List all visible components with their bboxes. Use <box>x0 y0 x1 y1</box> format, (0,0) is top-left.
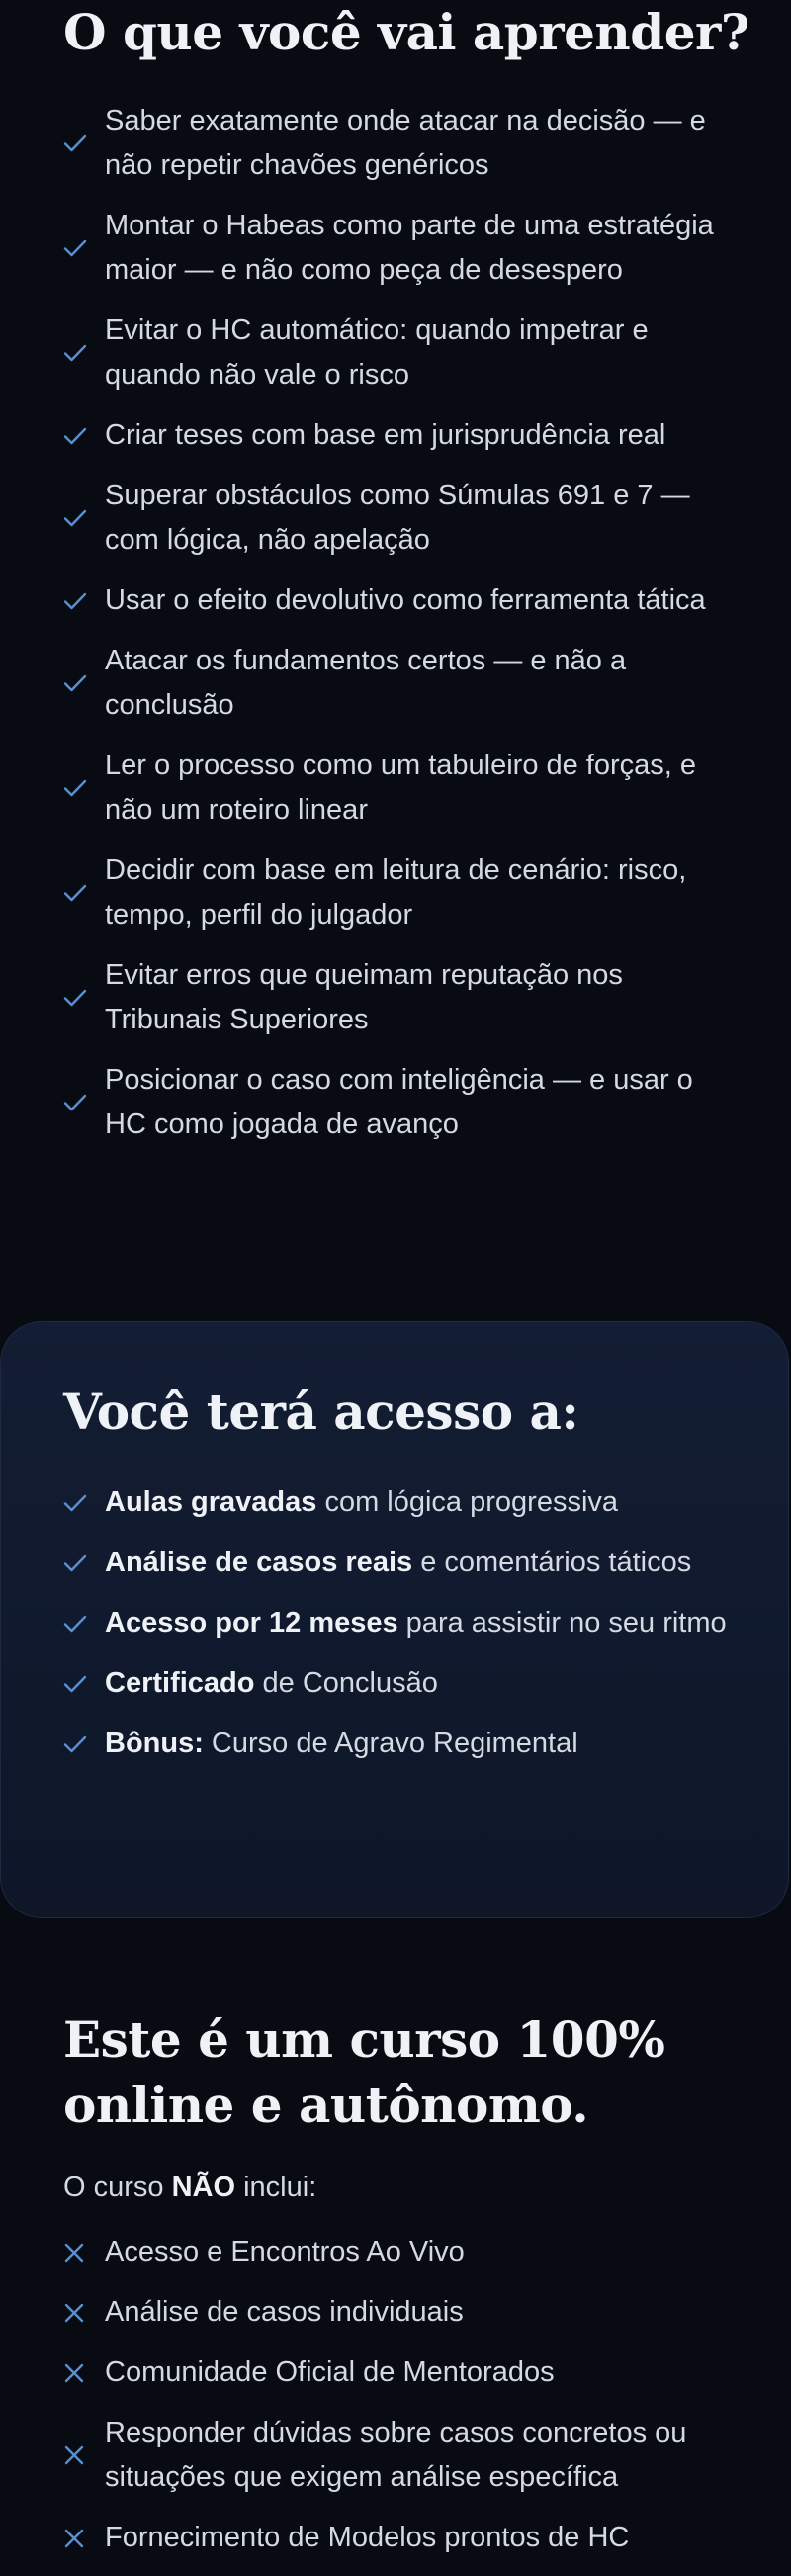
list-item-rest: com lógica progressiva <box>316 1486 619 1518</box>
check-icon <box>63 669 105 697</box>
list-item <box>63 2411 746 2500</box>
list-item <box>63 204 736 293</box>
learn-title: O que você vai aprender? <box>63 3 749 61</box>
check-icon <box>63 1670 105 1698</box>
excluded-list <box>63 2230 746 2576</box>
learn-list <box>63 99 736 1163</box>
check-icon <box>63 504 105 532</box>
list-item-highlight: Bônus: <box>105 1728 204 1759</box>
list-item-highlight: Aulas gravadas <box>105 1486 317 1518</box>
list-item-highlight: Análise de casos reais <box>105 1547 413 1578</box>
list-item <box>63 413 736 458</box>
list-item <box>63 1541 746 1585</box>
list-item <box>63 309 736 398</box>
access-list <box>63 1480 746 1782</box>
check-icon <box>63 339 105 367</box>
list-item <box>63 744 736 833</box>
check-icon <box>63 984 105 1012</box>
online-subtitle-suffix: inclui: <box>235 2172 317 2203</box>
check-icon <box>63 234 105 262</box>
list-item-text: Evitar o HC automático: quando impetrar e quando não vale o risco <box>105 314 649 391</box>
list-item <box>63 578 736 623</box>
check-icon <box>63 879 105 907</box>
list-item <box>63 2230 746 2274</box>
check-icon <box>63 422 105 450</box>
list-item-text <box>105 1601 727 1645</box>
list-item <box>63 2351 746 2395</box>
list-item <box>63 474 736 563</box>
list-item <box>63 1661 746 1706</box>
close-icon <box>63 2359 105 2387</box>
check-icon <box>63 774 105 802</box>
list-item <box>63 2290 746 2335</box>
list-item-text: Ler o processo como um tabuleiro de forças, e não um roteiro linear <box>105 750 697 826</box>
list-item-rest: de Conclusão <box>254 1667 438 1699</box>
online-title: Este é um curso 100% online e autônomo. <box>63 2010 665 2134</box>
list-item-text <box>105 1722 578 1766</box>
list-item-text: Posicionar o caso com inteligência — e usar o HC como jogada de avanço <box>105 1064 693 1140</box>
online-subtitle-prefix: O curso <box>63 2172 172 2203</box>
check-icon <box>63 587 105 615</box>
list-item-rest: para assistir no seu ritmo <box>397 1607 727 1639</box>
list-item-text: Responder dúvidas sobre casos concretos ou situações que exigem análise específica <box>105 2417 687 2493</box>
list-item-text: Usar o efeito devolutivo como ferramenta tática <box>105 584 706 616</box>
list-item-text: Evitar erros que queimam reputação nos Tribunais Superiores <box>105 959 623 1035</box>
list-item-rest: e comentários táticos <box>412 1547 692 1578</box>
list-item <box>63 1058 736 1147</box>
list-item-highlight: Acesso por 12 meses <box>105 1607 398 1639</box>
list-item <box>63 953 736 1042</box>
close-icon <box>63 2525 105 2552</box>
access-card <box>0 1321 789 1918</box>
list-item-text: Criar teses com base em jurisprudência real <box>105 419 666 451</box>
list-item-rest: Curso de Agravo Regimental <box>203 1728 578 1759</box>
list-item-text: Fornecimento de Modelos prontos de HC <box>105 2522 630 2553</box>
list-item-text: Acesso e Encontros Ao Vivo <box>105 2236 465 2267</box>
list-item-text <box>105 1541 691 1585</box>
list-item-text <box>105 1480 618 1525</box>
list-item-text: Montar o Habeas como parte de uma estratégia maior — e não como peça de desespero <box>105 210 714 286</box>
access-title: Você terá acesso a: <box>63 1382 579 1441</box>
check-icon <box>63 130 105 157</box>
check-icon <box>63 1489 105 1517</box>
list-item-text <box>105 1661 438 1706</box>
check-icon <box>63 1089 105 1116</box>
list-item <box>63 1480 746 1525</box>
check-icon <box>63 1610 105 1638</box>
check-icon <box>63 1731 105 1758</box>
list-item-highlight: Certificado <box>105 1667 255 1699</box>
close-icon <box>63 2442 105 2469</box>
list-item-text: Atacar os fundamentos certos — e não a conclusão <box>105 645 627 721</box>
list-item <box>63 1601 746 1645</box>
list-item-text: Comunidade Oficial de Mentorados <box>105 2356 555 2388</box>
list-item-text: Decidir com base em leitura de cenário: risco, tempo, perfil do julgador <box>105 854 687 931</box>
list-item-text: Superar obstáculos como Súmulas 691 e 7 — com lógica, não apelação <box>105 480 690 556</box>
list-item <box>63 2516 746 2560</box>
online-subtitle <box>63 2166 316 2210</box>
list-item-text: Análise de casos individuais <box>105 2296 464 2328</box>
list-item-text: Saber exatamente onde atacar na decisão — e não repetir chavões genéricos <box>105 105 706 181</box>
list-item <box>63 639 736 728</box>
list-item <box>63 1722 746 1766</box>
online-subtitle-strong: NÃO <box>171 2172 236 2203</box>
list-item <box>63 99 736 188</box>
close-icon <box>63 2299 105 2327</box>
close-icon <box>63 2239 105 2266</box>
list-item <box>63 848 736 937</box>
check-icon <box>63 1550 105 1577</box>
